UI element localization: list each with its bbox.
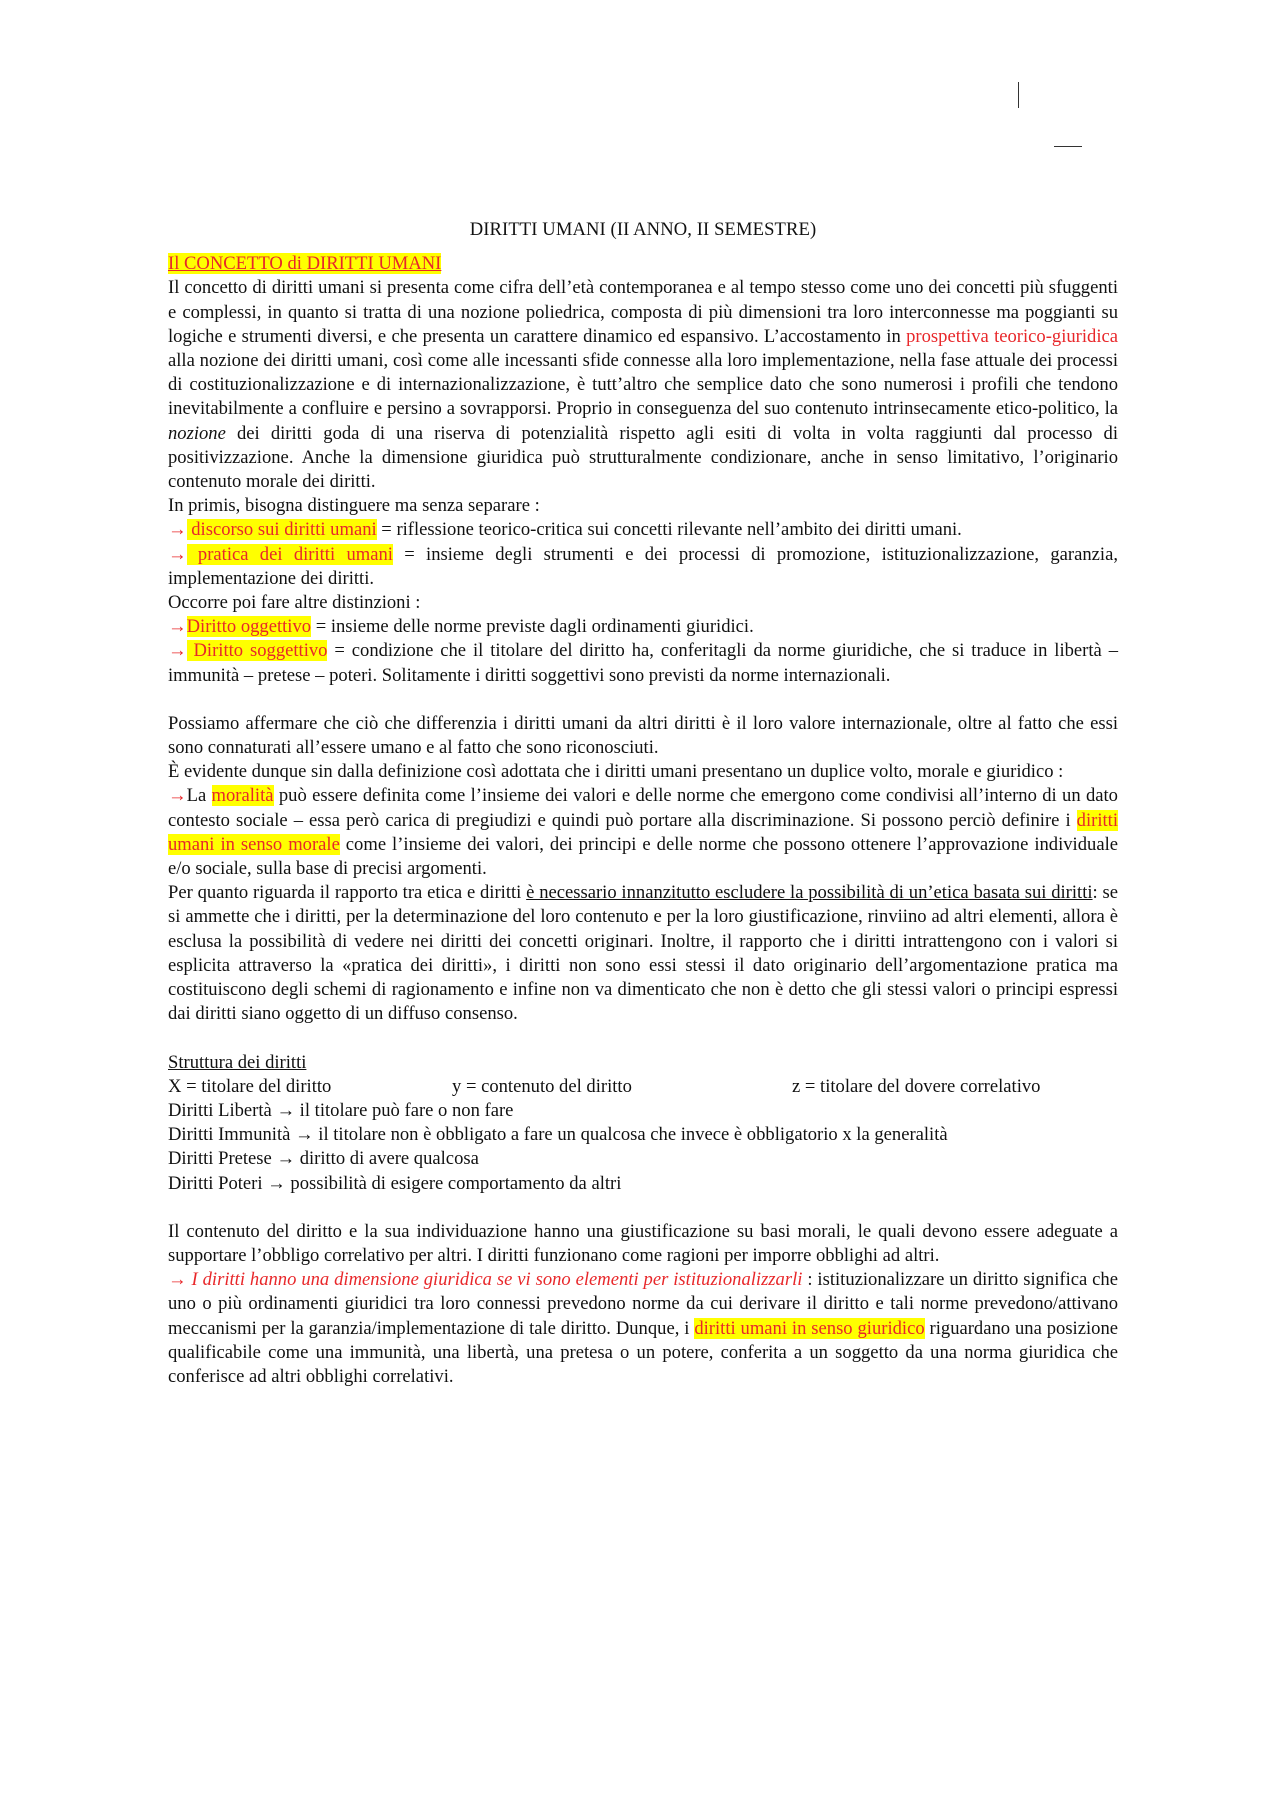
arrow-right-icon: → [276,1099,296,1121]
variable-z: z = titolare del dovere correlativo [792,1075,1041,1097]
document-body [168,218,1118,1389]
paragraph-duplice-volto: È evidente dunque sin dalla definizione così adottata che i diritti umani presentano un duplice volto, morale e giuridico : [168,761,1064,783]
paragraph-distinzioni: Occorre poi fare altre distinzioni : [168,592,421,614]
bullet-diritto-soggettivo: → Diritto soggettivo = condizione che il titolare del diritto ha, conferitagli da norme giuridiche, che si traduce in libertà – immunità – pretese – poteri. Solitamente i diritti soggettivi sono previsti da norme internazionali. [168,640,1118,686]
arrow-right-icon: → [168,1269,187,1291]
arrow-right-icon: → [267,1172,286,1194]
arrow-right-icon: → [168,640,187,662]
bullet-dimensione-giuridica: → I diritti hanno una dimensione giuridica se vi sono elementi per istituzionalizzarli : istituzionalizzare un diritto significa che uno o più ordinamenti giuridici tra loro connessi prevedono norme da cui derivare il diritto e tali norme prevedono/attivano meccanismi per la garanzia/implementazione di tale diritto. Dunque, i diritti umani in senso giuridico riguardano una posizione qualificabile come una immunità, una libertà, una pretesa o un potere, conferita a un soggetto da una norma giuridica che conferisce ad altri obblighi correlativi. [168,1269,1118,1387]
bullet-discorso: → discorso sui diritti umani = riflessione teorico-critica sui concetti rilevante nell’ambito dei diritti umani. [168,519,962,541]
list-item: Diritti Pretese → diritto di avere qualcosa [168,1148,479,1170]
bullet-moralita: →La moralità può essere definita come l’insieme dei valori e delle norme che emergono come condivisi all’interno di un dato contesto sociale – essa però carica di pregiudizi e quindi può portare alla discriminazione. Si possono perciò definire i diritti umani in senso morale come l’insieme dei valori, dei principi e delle norme che possono ottenere l’approvazione individuale e/o sociale, sulla base di precisi argomenti. [168,785,1118,880]
variable-y: y = contenuto del diritto [452,1075,632,1097]
section-heading-concetto: Il CONCETTO di DIRITTI UMANI [168,253,442,275]
paragraph-differenza: Possiamo affermare che ciò che differenzia i diritti umani da altri diritti è il loro valore internazionale, oltre al fatto che essi sono connaturati all’essere umano e al fatto che sono riconosciuti. [168,712,1118,759]
bullet-diritto-oggettivo: →Diritto oggettivo = insieme delle norme previste dagli ordinamenti giuridici. [168,616,754,638]
arrow-right-icon: → [276,1148,296,1170]
arrow-right-icon: → [168,519,187,541]
paragraph-intro: Il concetto di diritti umani si presenta come cifra dell’età contemporanea e al tempo stesso come uno dei concetti più sfuggenti e complessi, in quanto si tratta di una nozione poliedrica, composta di più dimensioni tra loro interconnesse ma poggianti su logiche e strumenti diversi, e che presenta un carattere dinamico ed espansivo. L’accostamento in prospettiva teorico-giuridica alla nozione dei diritti umani, così come alle incessanti sfide connesse alla loro implementazione, nella fase attuale dei processi di costituzionalizzazione e di internazionalizzazione, è tutt’altro che semplice dato che sono numerosi i profili che tendono inevitabilmente a confluire e persino a sovrapporsi. Proprio in conseguenza del suo contenuto intrinsecamente etico-politico, la nozione dei diritti goda di una riserva di potenzialità rispetto agli esiti di volta in volta raggiunti dal processo di positivizzazione. Anche la dimensione giuridica può strutturalmente condizionare, anche in senso limitativo, l’originario contenuto morale dei diritti. [168,277,1118,493]
list-item: Diritti Poteri → possibilità di esigere comportamento da altri [168,1172,622,1194]
document-title: DIRITTI UMANI (II ANNO, II SEMESTRE) [469,219,817,240]
section-heading-struttura: Struttura dei diritti [168,1051,307,1073]
variable-x: X = titolare del diritto [168,1075,332,1097]
list-item: Diritti Libertà → il titolare può fare o non fare [168,1099,514,1121]
paragraph-distinguere: In primis, bisogna distinguere ma senza separare : [168,495,540,517]
arrow-right-icon: → [168,785,187,807]
header-vertical-mark [1018,82,1019,108]
arrow-right-icon: → [168,616,187,638]
list-item: Diritti Immunità → il titolare non è obbligato a fare un qualcosa che invece è obbligatorio x la generalità [168,1124,948,1146]
header-horizontal-mark [1054,146,1082,147]
paragraph-contenuto-diritto: Il contenuto del diritto e la sua individuazione hanno una giustificazione su basi morali, le quali devono essere adeguate a supportare l’obbligo correlativo per altri. I diritti funzionano come ragioni per imporre obblighi ad altri. [168,1220,1118,1266]
bullet-pratica: → pratica dei diritti umani = insieme degli strumenti e dei processi di promozione, istituzionalizzazione, garanzia, implementazione dei diritti. [168,543,1118,589]
arrow-right-icon: → [168,543,187,565]
paragraph-etica-diritti: Per quanto riguarda il rapporto tra etica e diritti è necessario innanzitutto escludere la possibilità di un’etica basata sui diritti: se si ammette che i diritti, per la determinazione del loro contenuto e per la loro giustificazione, rinviino ad altri elementi, allora è esclusa la possibilità di vedere nei diritti dei concetti originari. Inoltre, il rapporto che i diritti intrattengono con i valori si esplicita attraverso la «pratica dei diritti», i diritti non sono essi stessi il dato originario dell’argomentazione pratica ma costituiscono degli schemi di ragionamento e infine non va dimenticato che non è detto che gli stessi valori o principi espressi dai diritti siano oggetto di un diffuso consenso. [168,882,1118,1025]
struttura-variables [168,1075,1118,1099]
arrow-right-icon: → [295,1124,314,1146]
